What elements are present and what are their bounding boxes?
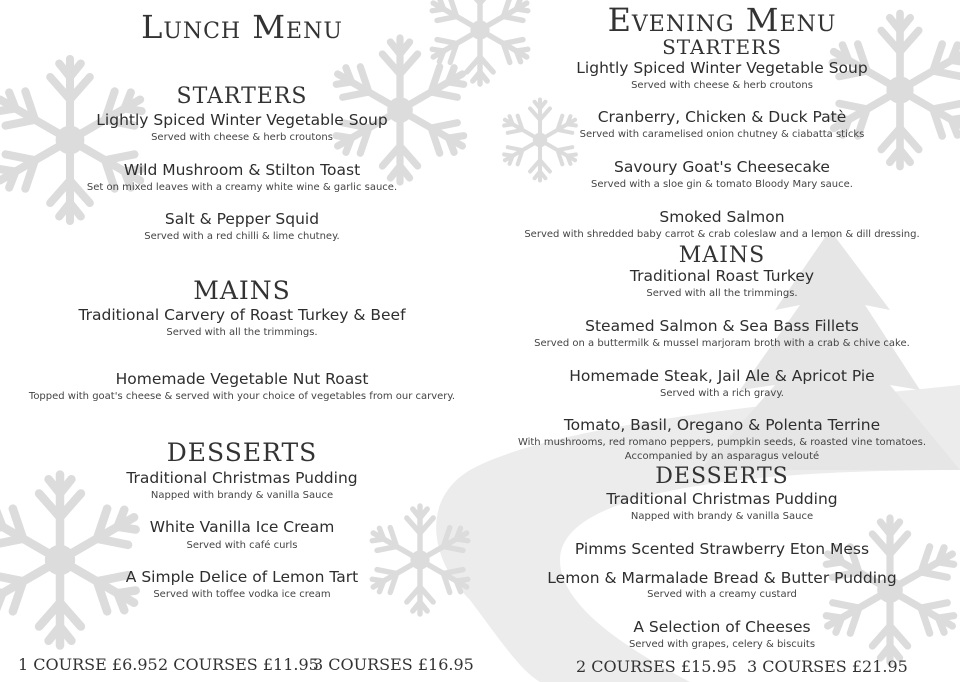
lunch-dessert-desc: Served with toffee vodka ice cream bbox=[153, 589, 331, 600]
evening-starters-heading: STARTERS bbox=[662, 35, 782, 59]
evening-main-name: Tomato, Basil, Oregano & Polenta Terrine bbox=[563, 416, 881, 434]
evening-starter-desc: Served with shredded baby carrot & crab coleslaw and a lemon & dill dressing. bbox=[524, 229, 920, 240]
evening-mains-heading: MAINS bbox=[678, 243, 766, 268]
evening-dessert-name: A Selection of Cheeses bbox=[633, 618, 811, 636]
evening-dessert-name: Traditional Christmas Pudding bbox=[606, 490, 838, 508]
evening-desserts-heading: DESSERTS bbox=[655, 464, 789, 489]
lunch-dessert-name: A Simple Delice of Lemon Tart bbox=[125, 568, 359, 586]
lunch-desserts-heading: DESSERTS bbox=[166, 438, 318, 467]
lunch-main-desc: Served with all the trimmings. bbox=[166, 327, 318, 338]
evening-starter-name: Savoury Goat's Cheesecake bbox=[614, 158, 830, 176]
evening-main-desc: Served on a buttermilk & mussel marjoram broth with a crab & chive cake. bbox=[534, 338, 910, 349]
evening-dessert-desc: Napped with brandy & vanilla Sauce bbox=[630, 511, 814, 522]
lunch-price-1-course: 1 COURSE £6.95 bbox=[18, 655, 158, 674]
evening-starter-name: Lightly Spiced Winter Vegetable Soup bbox=[576, 59, 868, 77]
lunch-starter-name: Salt & Pepper Squid bbox=[164, 210, 320, 228]
lunch-menu-title: Lunch Menu bbox=[141, 8, 343, 46]
lunch-starters-heading: STARTERS bbox=[176, 84, 308, 109]
evening-main-desc: With mushrooms, red romano peppers, pumpkin seeds, & roasted vine tomatoes. bbox=[517, 437, 927, 448]
lunch-price-2-courses: 2 COURSES £11.95 bbox=[158, 655, 319, 674]
evening-menu-title: Evening Menu bbox=[607, 1, 837, 39]
evening-main-desc: Served with all the trimmings. bbox=[646, 288, 798, 299]
evening-dessert-name: Lemon & Marmalade Bread & Butter Pudding bbox=[547, 569, 897, 587]
evening-main-name: Homemade Steak, Jail Ale & Apricot Pie bbox=[569, 367, 875, 385]
evening-main-name: Steamed Salmon & Sea Bass Fillets bbox=[585, 317, 859, 335]
evening-price-3-courses: 3 COURSES £21.95 bbox=[747, 657, 908, 676]
evening-main-name: Traditional Roast Turkey bbox=[629, 267, 815, 285]
lunch-starter-desc: Set on mixed leaves with a creamy white wine & garlic sauce. bbox=[86, 182, 398, 193]
evening-starter-desc: Served with caramelised onion chutney & ciabatta sticks bbox=[579, 129, 865, 140]
lunch-dessert-name: Traditional Christmas Pudding bbox=[126, 469, 358, 487]
lunch-mains-heading: MAINS bbox=[193, 276, 291, 305]
evening-main-desc: Served with a rich gravy. bbox=[660, 388, 784, 399]
lunch-starter-name: Wild Mushroom & Stilton Toast bbox=[123, 161, 361, 179]
lunch-main-desc: Topped with goat's cheese & served with your choice of vegetables from our carvery. bbox=[28, 391, 456, 402]
evening-main-desc-2: Accompanied by an asparagus velouté bbox=[624, 451, 820, 462]
lunch-starter-name: Lightly Spiced Winter Vegetable Soup bbox=[96, 111, 388, 129]
lunch-starter-desc: Served with a red chilli & lime chutney. bbox=[144, 231, 340, 242]
lunch-dessert-desc: Napped with brandy & vanilla Sauce bbox=[150, 490, 334, 501]
evening-starter-desc: Served with cheese & herb croutons bbox=[631, 80, 813, 91]
evening-starter-name: Cranberry, Chicken & Duck Patè bbox=[597, 108, 847, 126]
evening-menu-panel bbox=[484, 0, 960, 682]
lunch-dessert-desc: Served with café curls bbox=[186, 540, 298, 551]
lunch-main-name: Traditional Carvery of Roast Turkey & Beef bbox=[78, 306, 406, 324]
lunch-starter-desc: Served with cheese & herb croutons bbox=[151, 132, 333, 143]
evening-price-2-courses: 2 COURSES £15.95 bbox=[576, 657, 737, 676]
evening-dessert-desc: Served with a creamy custard bbox=[647, 589, 797, 600]
lunch-dessert-name: White Vanilla Ice Cream bbox=[149, 518, 335, 536]
evening-starter-desc: Served with a sloe gin & tomato Bloody Mary sauce. bbox=[591, 179, 853, 190]
lunch-price-3-courses: 3 COURSES £16.95 bbox=[313, 655, 474, 674]
evening-dessert-name: Pimms Scented Strawberry Eton Mess bbox=[574, 540, 870, 558]
evening-dessert-desc: Served with grapes, celery & biscuits bbox=[628, 639, 816, 650]
lunch-main-name: Homemade Vegetable Nut Roast bbox=[115, 370, 369, 388]
evening-starter-name: Smoked Salmon bbox=[659, 208, 785, 226]
